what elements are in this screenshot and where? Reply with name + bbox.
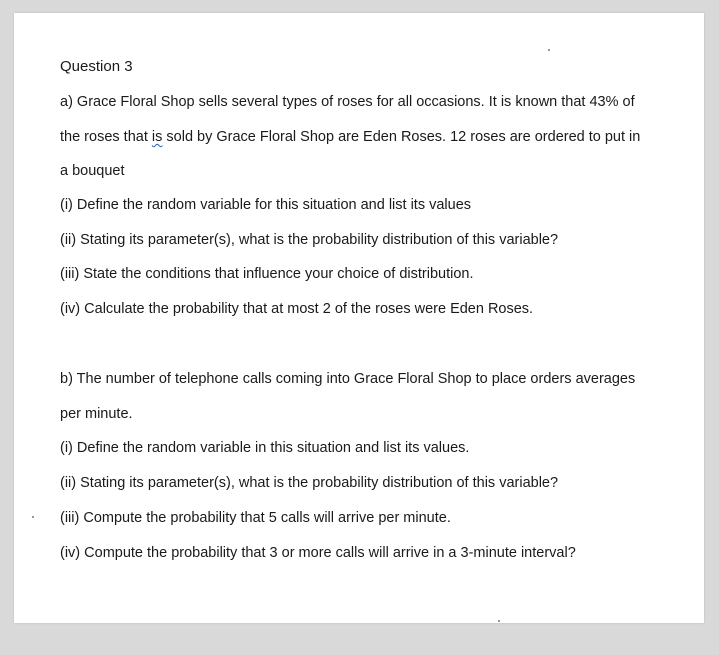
part-a-item-i: (i) Define the random variable for this situation and list its values	[60, 197, 472, 213]
part-a-intro-line-2	[60, 128, 640, 146]
part-b-intro-line-1: b) The number of telephone calls coming into Grace Floral Shop to place orders averages	[60, 371, 636, 387]
scan-speck	[498, 620, 500, 622]
part-b-item-iii: (iii) Compute the probability that 5 calls will arrive per minute.	[60, 510, 451, 526]
document-page	[14, 13, 704, 623]
part-a-intro-line-2-start: the roses that	[60, 129, 152, 145]
part-b-item-iv: (iv) Compute the probability that 3 or more calls will arrive in a 3-minute interval?	[60, 545, 576, 561]
scan-speck	[32, 516, 34, 518]
question-title: Question 3	[60, 58, 133, 75]
part-a-item-iii: (iii) State the conditions that influence your choice of distribution.	[60, 266, 474, 282]
part-b-intro-line-2: per minute.	[60, 406, 133, 422]
part-b-item-i: (i) Define the random variable in this situation and list its values.	[60, 440, 470, 456]
part-a-item-ii: (ii) Stating its parameter(s), what is the probability distribution of this variable?	[60, 232, 559, 248]
part-a-intro-line-1: a) Grace Floral Shop sells several types of roses for all occasions. It is known that 43% of	[60, 94, 635, 110]
part-a-item-iv: (iv) Calculate the probability that at most 2 of the roses were Eden Roses.	[60, 301, 534, 317]
scan-speck	[548, 49, 550, 51]
part-b-item-ii: (ii) Stating its parameter(s), what is the probability distribution of this variable?	[60, 475, 559, 491]
part-a-intro-line-2-end: sold by Grace Floral Shop are Eden Roses. 12 roses are ordered to put in	[162, 129, 641, 145]
part-a-intro-line-3: a bouquet	[60, 163, 125, 179]
grammar-flagged-word[interactable]: is	[151, 129, 163, 145]
